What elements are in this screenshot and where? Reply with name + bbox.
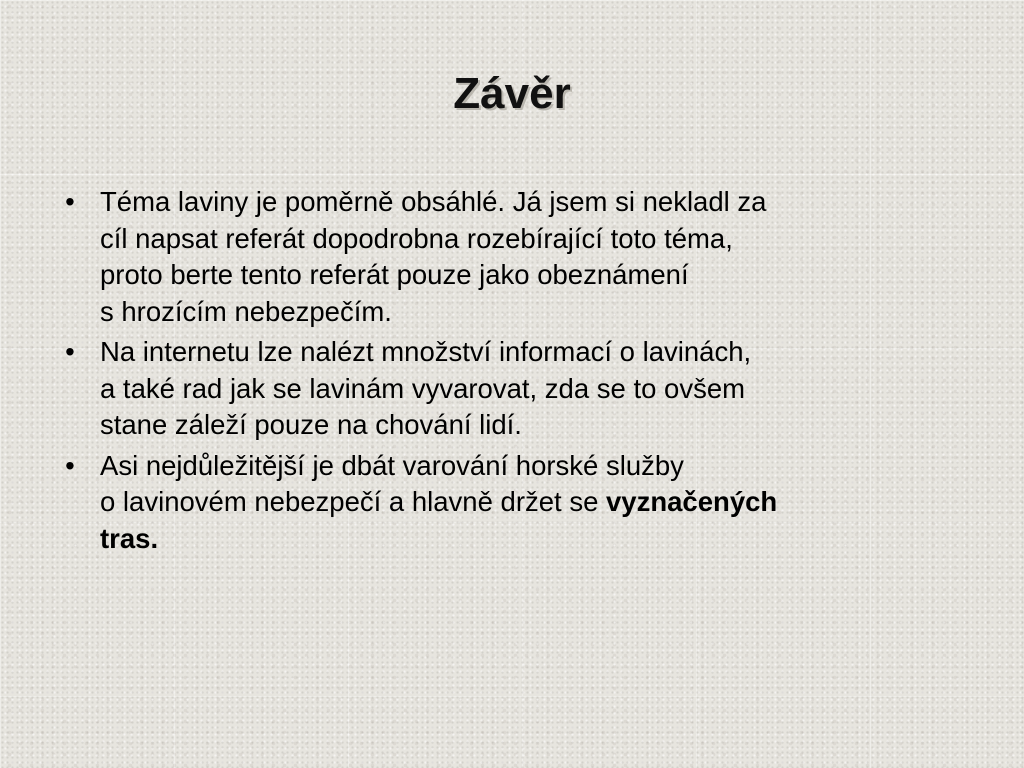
- bullet-item: [60, 184, 960, 330]
- bullet-marker: •: [65, 336, 75, 367]
- bullet-text-line: Téma laviny je poměrně obsáhlé. Já jsem si nekladl za: [100, 186, 767, 217]
- bullet-text-line: Asi nejdůležitější je dbát varování horské služby: [100, 449, 684, 481]
- bullet-text-normal: o lavinovém nebezpečí a hlavně držet se: [100, 486, 606, 517]
- bullet-text-line: cíl napsat referát dopodrobna rozebírající toto téma,: [100, 222, 733, 254]
- bullet-item: [60, 448, 960, 558]
- bullet-text-line: stane záleží pouze na chování lidí.: [100, 409, 522, 440]
- bullet-marker: •: [65, 186, 75, 217]
- bullet-text-line: a také rad jak se lavinám vyvarovat, zda se to ovšem: [100, 372, 746, 404]
- slide-title: Závěr: [453, 69, 571, 118]
- bullet-text-line: s hrozícím nebezpečím.: [100, 295, 392, 327]
- bullet-list: [60, 184, 960, 561]
- bullet-marker: •: [65, 449, 75, 481]
- bullet-text-line: Na internetu lze nalézt množství informací o lavinách,: [100, 336, 752, 367]
- bullet-text-bold: vyznačených: [606, 486, 778, 517]
- bullet-text-line: [100, 484, 960, 521]
- bullet-text-line: proto berte tento referát pouze jako obeznámení: [100, 259, 689, 290]
- bullet-item: [60, 334, 960, 444]
- bullet-text-bold-line: tras.: [100, 522, 159, 554]
